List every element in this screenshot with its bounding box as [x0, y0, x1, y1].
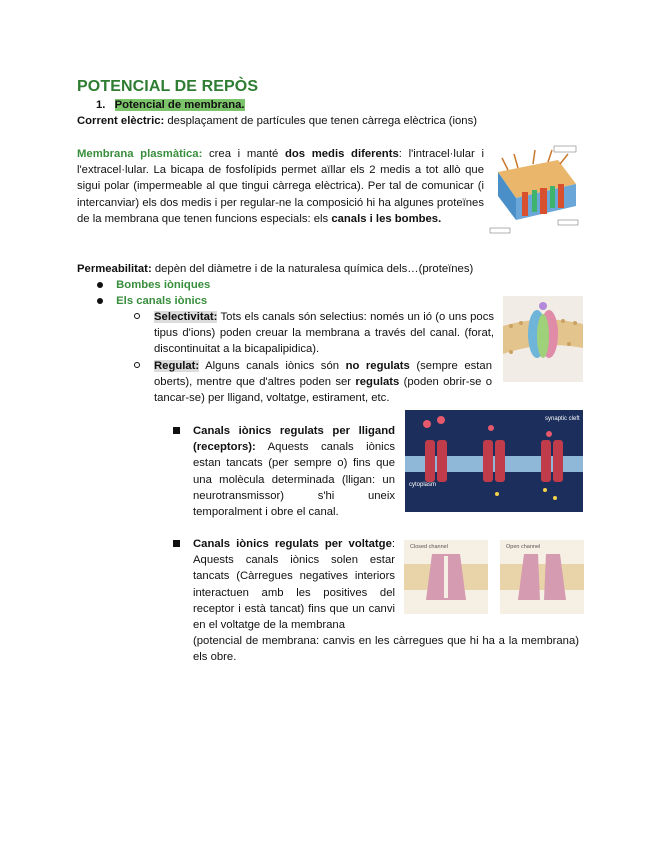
permeabilitat-paragraph — [77, 261, 473, 277]
voltage-label-closed: Closed channel — [410, 544, 448, 550]
regulat-term: Regulat: — [154, 360, 200, 372]
selectivitat-text: Tots els canals són selectius: només un ió (o uns pocs tipus d'ions) poden creuar la membrana a través del canal. (forat, discontinuitat a la bicapalipidica). — [154, 311, 494, 356]
voltatge-term: Canals iònics regulats per voltatge — [193, 538, 392, 550]
membrana-paragraph — [77, 146, 484, 227]
ligand-label-top: synaptic cleft — [545, 416, 580, 422]
corrent-term: Corrent elèctric: — [77, 115, 165, 127]
voltatge-tail: (potencial de membrana: canvis en les càrregues que hi ha a la membrana) els obre. — [193, 635, 579, 664]
square-bullet-icon — [173, 427, 180, 434]
lligand-term: Canals iònics regulats per lligand (receptors): — [193, 425, 395, 454]
membrane-figure — [488, 142, 580, 240]
selectivitat-term: Selectivitat: — [154, 311, 218, 323]
bullet-icon — [97, 298, 103, 304]
corrent-text: desplaçament de partícules que tenen càrrega elèctrica (ions) — [164, 115, 477, 127]
bullet-item-bombes — [97, 277, 210, 293]
bullet-item-canals — [97, 293, 207, 309]
regulat-text-3: (poden obrir-se o tancar-se) per lligand, voltatge, estirament, etc. — [154, 376, 493, 405]
voltatge-text: : Aquests canals iònics solen estar tancats (Càrregues negatives interiors interactuen amb les positives del receptor i està tancat) fins que un canvi en el voltatge de la membrana — [193, 538, 395, 632]
section-title: Potencial de membrana. — [114, 99, 245, 111]
section-number: 1. — [96, 99, 106, 111]
regulat-bold-1: no regulats — [345, 360, 410, 372]
membrana-bold-1: dos medis diferents — [284, 148, 399, 160]
bullet-label: Els canals iònics — [116, 295, 208, 307]
square-bullet-icon — [173, 540, 180, 547]
regulat-text-2: (sempre estan oberts), mentre que d'altres poden ser — [154, 360, 492, 389]
lligand-text: Aquests canals iònics estan tancats (per sempre o) fins que una molècula determinada (lligan: un neurotransmissor) s'hi uneix temporalment i obre el canal. — [193, 441, 395, 519]
section-heading — [96, 97, 245, 113]
lligand-paragraph — [193, 423, 395, 520]
voltatge-paragraph — [193, 536, 395, 633]
voltage-open-figure — [500, 540, 584, 614]
voltatge-paragraph-tail — [193, 633, 579, 665]
bullet-icon — [97, 282, 103, 288]
regulat-bold-2: regulats — [355, 376, 400, 389]
membrana-term: Membrana plasmàtica: — [77, 148, 203, 160]
permeabilitat-term: Permeabilitat: — [77, 263, 152, 275]
membrana-bold-2: canals i les bombes. — [331, 212, 442, 225]
circle-bullet-icon — [134, 313, 140, 319]
ligand-label-bottom: cytoplasm — [409, 482, 437, 488]
ligand-channel-figure — [405, 410, 583, 512]
regulat-paragraph-top — [154, 358, 492, 407]
voltage-label-open: Open channel — [506, 544, 541, 550]
membrana-text-2: : l'intracel·lular i l'extracel·lular. La bicapa de fosfolípids permet aïllar els 2 medis a tot allò que sigui polar (impermeable al que tingui càrrega elèctrica). Per tal de comunicar (i intercanviar) els dos medis i per regular-ne la composició hi ha algunes proteïnes de la membrana que tenen funcions especials: els — [77, 148, 484, 225]
corrent-paragraph — [77, 113, 477, 129]
regulat-text-1: Alguns canals iònics són — [199, 360, 346, 372]
membrana-text-1: crea i manté — [202, 148, 285, 160]
voltage-closed-figure — [404, 540, 488, 614]
selectivitat-paragraph — [154, 309, 494, 358]
page-title: POTENCIAL DE REPÒS — [77, 78, 259, 95]
circle-bullet-icon — [134, 362, 140, 368]
ion-channel-figure — [503, 296, 583, 382]
bullet-label: Bombes iòniques — [116, 279, 211, 291]
permeabilitat-text: depèn del diàmetre i de la naturalesa química dels…(proteïnes) — [151, 263, 474, 275]
